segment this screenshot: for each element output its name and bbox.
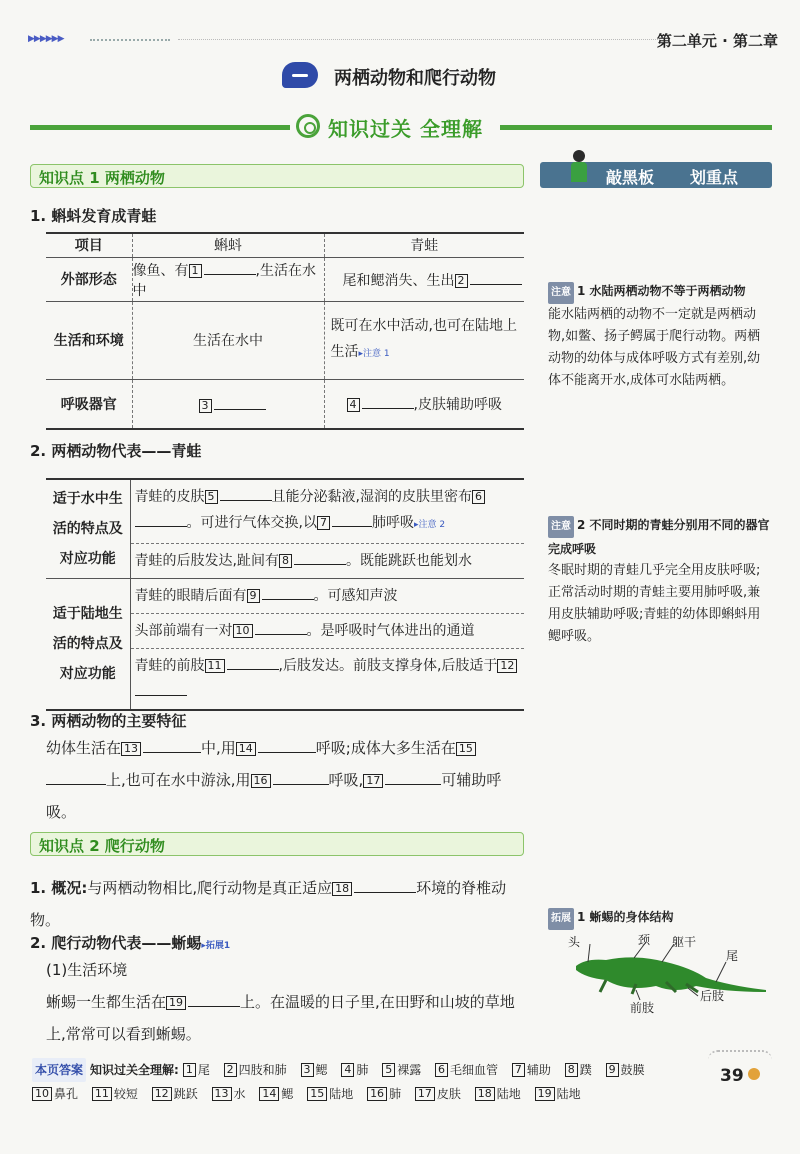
answer-blank[interactable] [258,737,316,753]
frog-features-table [46,478,524,711]
answer-item: 12 跳跃 [152,1087,198,1101]
answer-blank[interactable] [135,511,187,527]
answer-item: 13 水 [212,1087,246,1101]
blank-number: 6 [472,490,485,504]
note-2-body: 冬眠时期的青蛙几乎完全用皮肤呼吸;正常活动时期的青蛙主要用肺呼吸,兼用皮肤辅助呼吸;青蛙的幼体即蝌蚪用鳃呼吸。 [548,563,761,644]
answer-blank[interactable] [273,769,329,785]
label-hindlimb: 后肢 [700,989,725,1003]
label-neck: 颈 [638,934,651,947]
note-1-body: 能水陆两栖的动物不一定就是两栖动物,如鳖、扬子鳄属于爬行动物。两栖动物的幼体与成体呼吸方式有差别,幼体不能离开水,成体可水陆两栖。 [548,307,761,388]
answer-blank[interactable] [135,680,187,696]
answer-number: 8 [565,1063,578,1077]
answer-blank[interactable] [294,549,346,565]
arrow-decor-icon: ▶▶▶▶▶▶ [28,34,64,44]
answer-blank[interactable] [385,769,441,785]
answer-number: 14 [259,1087,279,1101]
note-1: 注意 1 水陆两栖动物不等于两栖动物 能水陆两栖的动物不一定就是两栖动物,如鳖、扬子鳄属于爬行动物。两栖动物的幼体与成体呼吸方式有差别,幼体不能离开水,成体可水陆两栖。 [548,280,772,392]
divider [178,39,658,40]
answer-blank[interactable] [262,584,314,600]
answer-blank[interactable] [470,269,522,285]
land-feature-nostrils: 头部前端有一对 10 。是呼吸时气体进出的通道 [130,614,524,649]
blank-number: 18 [332,882,352,896]
divider [90,39,170,41]
lesson-title-row [0,60,800,92]
land-feature-limbs: 青蛙的前肢 11 ,后肢发达。前肢支撑身体,后肢适于 12 [130,649,524,711]
label-forelimb: 前肢 [630,1001,655,1014]
answer-blank[interactable] [220,485,272,501]
answer-item: 7 辅助 [512,1063,551,1077]
divider [500,125,772,130]
answer-number: 16 [367,1087,387,1101]
note-tag: 注意 [548,282,574,304]
answer-item: 1 尾 [183,1063,210,1077]
col-header-frog: 青蛙 [324,233,524,257]
heading-amphibian-traits: 3. 两栖动物的主要特征 [30,712,187,730]
answer-number: 13 [212,1087,232,1101]
sidebar-header [540,162,772,188]
land-adapt-label: 适于陆地生活的特点及对应功能 [46,579,130,711]
chapter-label: 第二单元 · 第二章 [656,32,778,50]
row-label-respiration: 呼吸器官 [46,379,132,429]
page-number-box [708,1050,772,1106]
answer-key [32,1058,702,1106]
pointer-line [588,944,590,962]
answer-number: 10 [32,1087,52,1101]
answer-number: 17 [415,1087,435,1101]
answer-item: 5 裸露 [382,1063,421,1077]
blank-number: 3 [199,399,212,413]
tadpole-respiration-cell [132,379,324,429]
answer-item: 16 肺 [367,1087,401,1101]
answer-number: 1 [183,1063,196,1077]
page-number: 39 [720,1066,744,1086]
answer-blank[interactable] [354,877,416,893]
blank-number: 12 [497,659,517,673]
answer-number: 12 [152,1087,172,1101]
answer-blank[interactable] [143,737,201,753]
header-bar [28,30,778,50]
blank-number: 13 [121,742,141,756]
divider [30,125,290,130]
answer-blank[interactable] [227,654,279,670]
water-adapt-label: 适于水中生活的特点及对应功能 [46,479,130,579]
answer-item: 10 鼻孔 [32,1087,78,1101]
answer-key-label: 知识过关全理解: [90,1063,179,1077]
answer-number: 2 [224,1063,237,1077]
amphibian-traits-paragraph: 幼体生活在 13 中,用 14 呼吸;成体大多生活在 15上,也可在水中游泳,用 16 呼吸, 17 可辅助呼吸。 [46,739,502,821]
swirl-icon [296,114,320,138]
lizard-habitat-sub: (1)生活环境 [46,961,128,979]
frog-shape-cell: 尾和鳃消失、生出 2 [324,257,524,301]
tadpole-frog-table [46,232,524,430]
answer-blank[interactable] [362,393,414,409]
knowledge-point-1-bar [30,164,524,188]
sidebar-title-2: 划重点 [690,168,739,187]
blank-number: 10 [233,624,253,638]
answer-item: 2 四肢和肺 [224,1063,287,1077]
col-header-tadpole: 蝌蚪 [132,233,324,257]
knowledge-point-2-bar [30,832,524,856]
tadpole-shape-cell: 像鱼、有 1 ,生活在水中 [132,257,324,301]
label-head: 头 [568,935,581,949]
frog-habitat-cell: 既可在水中活动,也可在陆地上生活▸注意 1 [324,301,524,379]
blank-number: 11 [205,659,225,673]
heading-tadpole-to-frog: 1. 蝌蚪发育成青蛙 [30,207,157,225]
row-label-shape: 外部形态 [46,257,132,301]
heading-frog-representative: 2. 两栖动物代表——青蛙 [30,442,202,460]
note-link[interactable]: ▸注意 1 [358,349,390,359]
lizard-habitat-paragraph: 蜥蜴一生都生活在 19 上。在温暖的日子里,在田野和山坡的草地上,常常可以看到蜥蜴。 [46,993,515,1043]
answer-item: 8 蹼 [565,1063,592,1077]
answer-blank[interactable] [188,991,240,1007]
answer-number: 11 [92,1087,112,1101]
answer-number: 19 [535,1087,555,1101]
land-feature-eardrum: 青蛙的眼睛后面有 9 。可感知声波 [130,579,524,614]
answer-item: 19 陆地 [535,1087,581,1101]
blank-number: 5 [205,490,218,504]
blank-number: 8 [279,554,292,568]
reptile-overview: 1. 概况:与两栖动物相比,爬行动物是真正适应 18 环境的脊椎动物。 [30,879,507,929]
note-link[interactable]: ▸注意 2 [413,520,446,531]
sidebar-title-1: 敲黑板 [606,168,655,187]
blank-number: 19 [166,996,186,1010]
answer-number: 9 [606,1063,619,1077]
blank-number: 16 [251,774,271,788]
col-header-item: 项目 [46,233,132,257]
row-label-habitat: 生活和环境 [46,301,132,379]
answer-item: 15 陆地 [307,1087,353,1101]
answer-item: 6 毛细血管 [435,1063,498,1077]
teacher-icon [568,150,590,186]
answer-item: 17 皮肤 [415,1087,461,1101]
answer-item: 14 鳃 [259,1087,293,1101]
answer-blank[interactable] [332,511,372,527]
note-tag: 注意 [548,516,574,538]
frog-respiration-cell: 4 ,皮肤辅助呼吸 [324,379,524,429]
pointer-line [636,990,640,1000]
answer-number: 18 [475,1087,495,1101]
extension-tag: 拓展 [548,908,574,930]
label-trunk: 躯干 [672,935,697,949]
banner-title: 知识过关 全理解 [328,117,483,141]
lesson-title: 两栖动物和爬行动物 [334,68,496,89]
blank-number: 15 [456,742,476,756]
water-feature-skin: 青蛙的皮肤 5 且能分泌黏液,湿润的皮肤里密布 6。可进行气体交换,以 7 肺呼吸▸注意 2 [130,479,524,543]
heading-lizard: 2. 爬行动物代表——蜥蜴▸拓展1 [30,934,231,952]
answer-item: 11 较短 [92,1087,138,1101]
pointer-line [716,962,726,982]
answer-number: 3 [301,1063,314,1077]
extension-1: 拓展 1 蜥蜴的身体结构 [548,906,772,930]
sprout-icon [748,1068,760,1080]
lesson-number-icon [282,62,318,88]
blank-number: 4 [347,398,360,412]
answer-item: 18 陆地 [475,1087,521,1101]
answer-number: 5 [382,1063,395,1077]
answer-number: 15 [307,1087,327,1101]
answer-number: 7 [512,1063,525,1077]
answer-item: 9 鼓膜 [606,1063,645,1077]
knowledge-point-2-title: 知识点 2 爬行动物 [39,837,165,855]
answer-key-tag: 本页答案 [32,1058,86,1082]
answer-number: 4 [341,1063,354,1077]
answer-blank[interactable] [214,394,266,410]
lizard-diagram [566,934,772,1014]
answer-number: 6 [435,1063,448,1077]
answer-blank[interactable] [46,769,106,785]
blank-number: 1 [189,264,202,278]
answer-blank[interactable] [255,619,307,635]
label-tail: 尾 [726,949,739,963]
note-2: 注意 2 不同时期的青蛙分别用不同的器官完成呼吸 冬眠时期的青蛙几乎完全用皮肤呼吸;正常活动时期的青蛙主要用肺呼吸,兼用皮肤辅助呼吸;青蛙的幼体即蝌蚪用鳃呼吸。 [548,514,772,648]
answer-item: 4 肺 [341,1063,368,1077]
blank-number: 7 [317,516,330,530]
blank-number: 17 [363,774,383,788]
blank-number: 9 [247,589,260,603]
knowledge-point-1-title: 知识点 1 两栖动物 [39,169,165,187]
tadpole-habitat-cell: 生活在水中 [132,301,324,379]
blank-number: 14 [236,742,256,756]
answer-blank[interactable] [204,259,256,275]
section-banner [30,110,772,142]
water-feature-feet: 青蛙的后肢发达,趾间有 8 。既能跳跃也能划水 [130,543,524,578]
blank-number: 2 [455,274,468,288]
answer-item: 3 鳃 [301,1063,328,1077]
note-link[interactable]: ▸拓展1 [201,941,231,951]
